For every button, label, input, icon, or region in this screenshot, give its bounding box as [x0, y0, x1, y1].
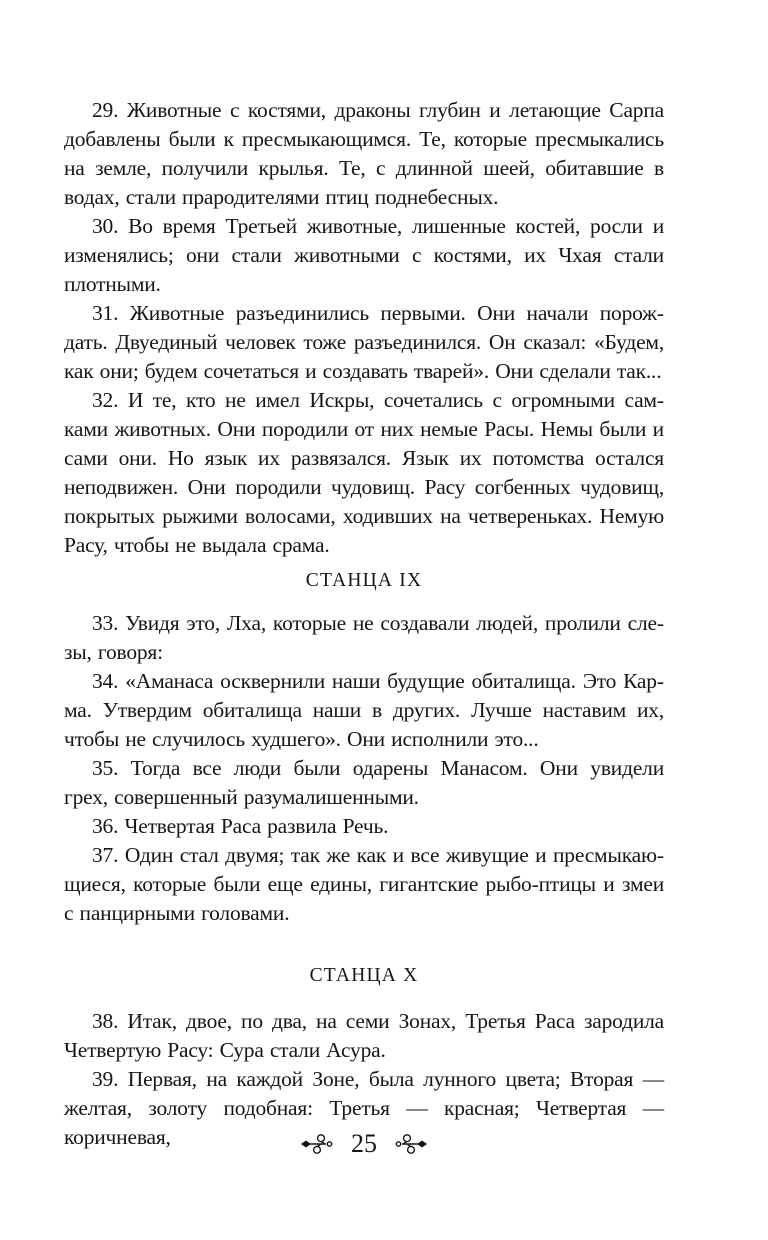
stanza-verse-34: 34. «Аманаса осквернили наши будущие обиталища. Это Карма. Утвердим обиталища наши в других. Лучше наставим их, чтобы не случилось худшего». Они исполнили это...: [64, 669, 664, 751]
page-number: 25: [351, 1129, 377, 1158]
stanza-verse-37: 37. Один стал двумя; так же как и все живущие и пресмыкающиеся, которые были еще едины, гигантские рыбо-птицы и змеи с панцирными головами.: [64, 843, 664, 925]
stanza-verse-39: 39. Первая, на каждой Зоне, была лунного цвета; Вторая — желтая, золоту подобная: Третья — красная; Четвертая — коричневая,: [64, 1067, 664, 1149]
stanza-verse-31: 31. Животные разъединились первыми. Они начали порождать. Двуединый человек тоже разъединился. Он сказал: «Будем, как они; будем сочетаться и создавать тварей». Они сделали так...: [64, 301, 664, 383]
stanza-verse-32: 32. И те, кто не имел Искры, сочетались с огромными самками животных. Они породили от них немые Расы. Немы были и сами они. Но язык их развязался. Язык их потомства остался неподвижен. Они породили чудовищ. Расу согбенных чудовищ, покрытых рыжими волосами, ходивших на четвереньках. Немую Расу, чтобы не выдала срама.: [64, 388, 664, 557]
page-body: [64, 96, 664, 1152]
stanza-verse-36: 36. Четвертая Раса развила Речь.: [92, 814, 389, 838]
stanza-verse-30: 30. Во время Третьей животные, лишенные костей, росли и изменялись; они стали животными с костями, их Чхая стали плотными.: [64, 214, 664, 296]
page-footer: [64, 1130, 664, 1158]
stanza-heading-x: СТАНЦА X: [309, 965, 419, 986]
stanza-verse-35: 35. Тогда все люди были одарены Манасом. Они увидели грех, совершенный разумалишенными.: [64, 756, 664, 809]
fleuron-right-icon: [394, 1133, 428, 1155]
stanza-heading-ix: СТАНЦА IX: [305, 570, 423, 591]
stanza-verse-33: 33. Увидя это, Лха, которые не создавали людей, пролили слезы, говоря:: [64, 611, 664, 664]
fleuron-left-icon: [300, 1133, 334, 1155]
stanza-verse-29: 29. Животные с костями, драконы глубин и летающие Сарпа добавлены были к пресмыкающимся. Те, которые пресмыкались на земле, получили крылья. Те, с длинной шеей, обитавшие в водах, стали прародителями птиц поднебесных.: [64, 98, 664, 209]
stanza-verse-38: 38. Итак, двое, по два, на семи Зонах, Третья Раса зародила Четвертую Расу: Сура стали Асура.: [64, 1009, 664, 1062]
